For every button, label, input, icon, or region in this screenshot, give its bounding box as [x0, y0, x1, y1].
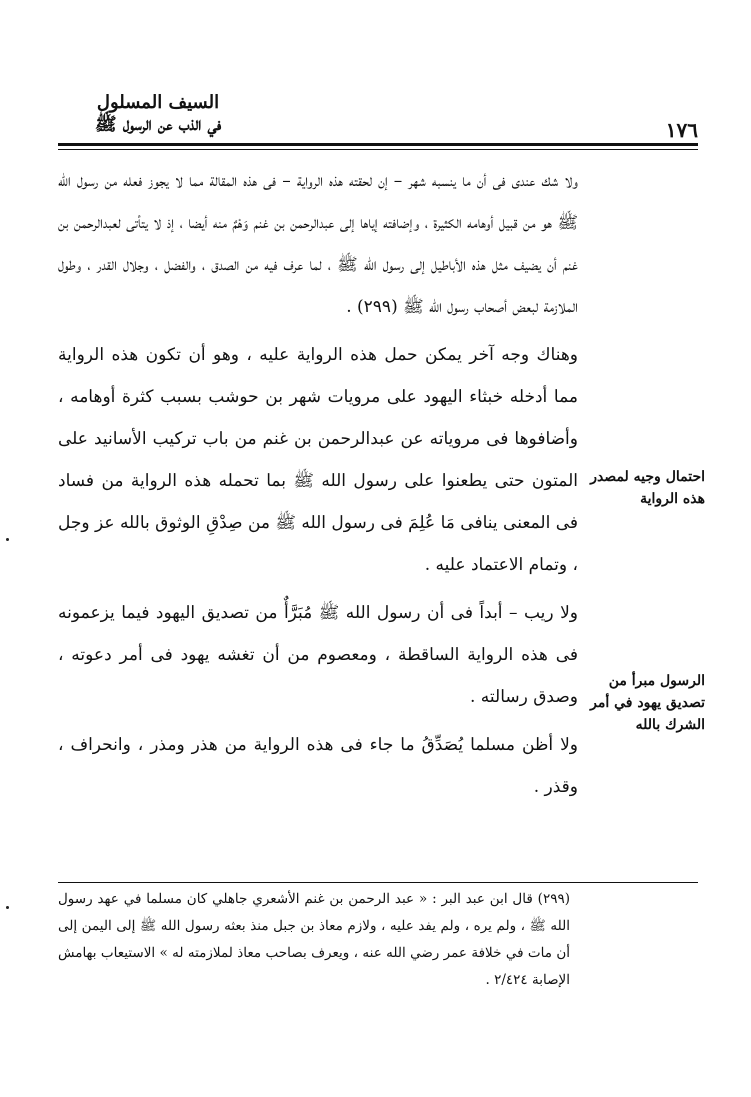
paragraph-4: ولا أظن مسلما يُصَدِّقُ ما جاء فى هذه الرواية من هذر ومذر ، وانحراف ، وقذر . — [58, 735, 578, 797]
header-rule-thick — [58, 143, 698, 146]
footnote: (٢٩٩) قال ابن عبد البر : « عبد الرحمن بن غنم الأشعري جاهلي كان مسلما في عهد رسول الله ﷺ ، ولم يره ، ولم يفد عليه ، ولازم معاذ بن جبل منذ بعثه رسول الله ﷺ إلى اليمن إلى أن مات في خلافة عمر رضي الله عنه ، ويعرف بصاحب معاذ لملازمته له » الاستيعاب بهامش الإصابة ٢/٤٢٤ . — [58, 891, 570, 988]
paragraph-1: ولا شك عندى فى أن ما ينسبه شهر – إن لحقته هذه الرواية – فى هذه المقالة مما لا يجوز فعله من رسول الله ﷺ هو من قبيل أوهامه الكثيرة ، وإضافته إياها إلى عبدالرحمن بن غنم وَهْمٌ منه أيضا ، إذ لا يتأتى لعبدالرحمن بن غنم أن يضيف مثل هذه الأباطيل إلى رسول الله ﷺ ، لما عرف فيه من الصدق ، والفضل ، وجلال القدر ، وطول الملازمة لبعض أصحاب رسول الله ﷺ (٢٩٩) . — [58, 171, 578, 317]
main-text — [58, 160, 578, 808]
scan-speck — [6, 906, 9, 909]
scan-speck — [6, 538, 9, 541]
margin-note-2: الرسول مبرأ من تصديق يهود في أمر الشرك بالله — [590, 673, 705, 733]
header-rule-thin — [58, 149, 698, 150]
paragraph-3: ولا ريب – أبداً فى أن رسول الله ﷺ مُبَرَّأٌ من تصديق اليهود فيما يزعمونه فى هذه الرواية الساقطة ، ومعصوم من أن تغشه يهود فى أمر دعوته ، وصدق رسالته . — [58, 603, 578, 707]
book-title-line1: السيف المسلول — [96, 92, 220, 113]
paragraph-2: وهناك وجه آخر يمكن حمل هذه الرواية عليه ، وهو أن تكون هذه الرواية مما أدخله خبثاء اليهود على مرويات شهر بن حوشب بسبب كثرة أوهامه ، وأضافوها فى مروياته عن عبدالرحمن بن غنم من باب تركيب الأسانيد على المتون حتى يطعنوا على رسول الله ﷺ بما تحمله هذه الرواية من فساد فى المعنى ينافى مَا عُلِمَ فى رسول الله ﷺ من صِدْقِ الوثوق بالله عز وجل ، وتمام الاعتماد عليه . — [58, 345, 578, 575]
footnote-rule — [58, 882, 698, 883]
margin-note-1: احتمال وجيه لمصدر هذه الرواية — [590, 469, 705, 507]
book-title-line2: في الذب عن الرسول ﷺ — [94, 114, 222, 135]
page-number: ١٧٦ — [665, 118, 698, 142]
book-title — [58, 92, 258, 136]
running-header — [58, 92, 698, 148]
